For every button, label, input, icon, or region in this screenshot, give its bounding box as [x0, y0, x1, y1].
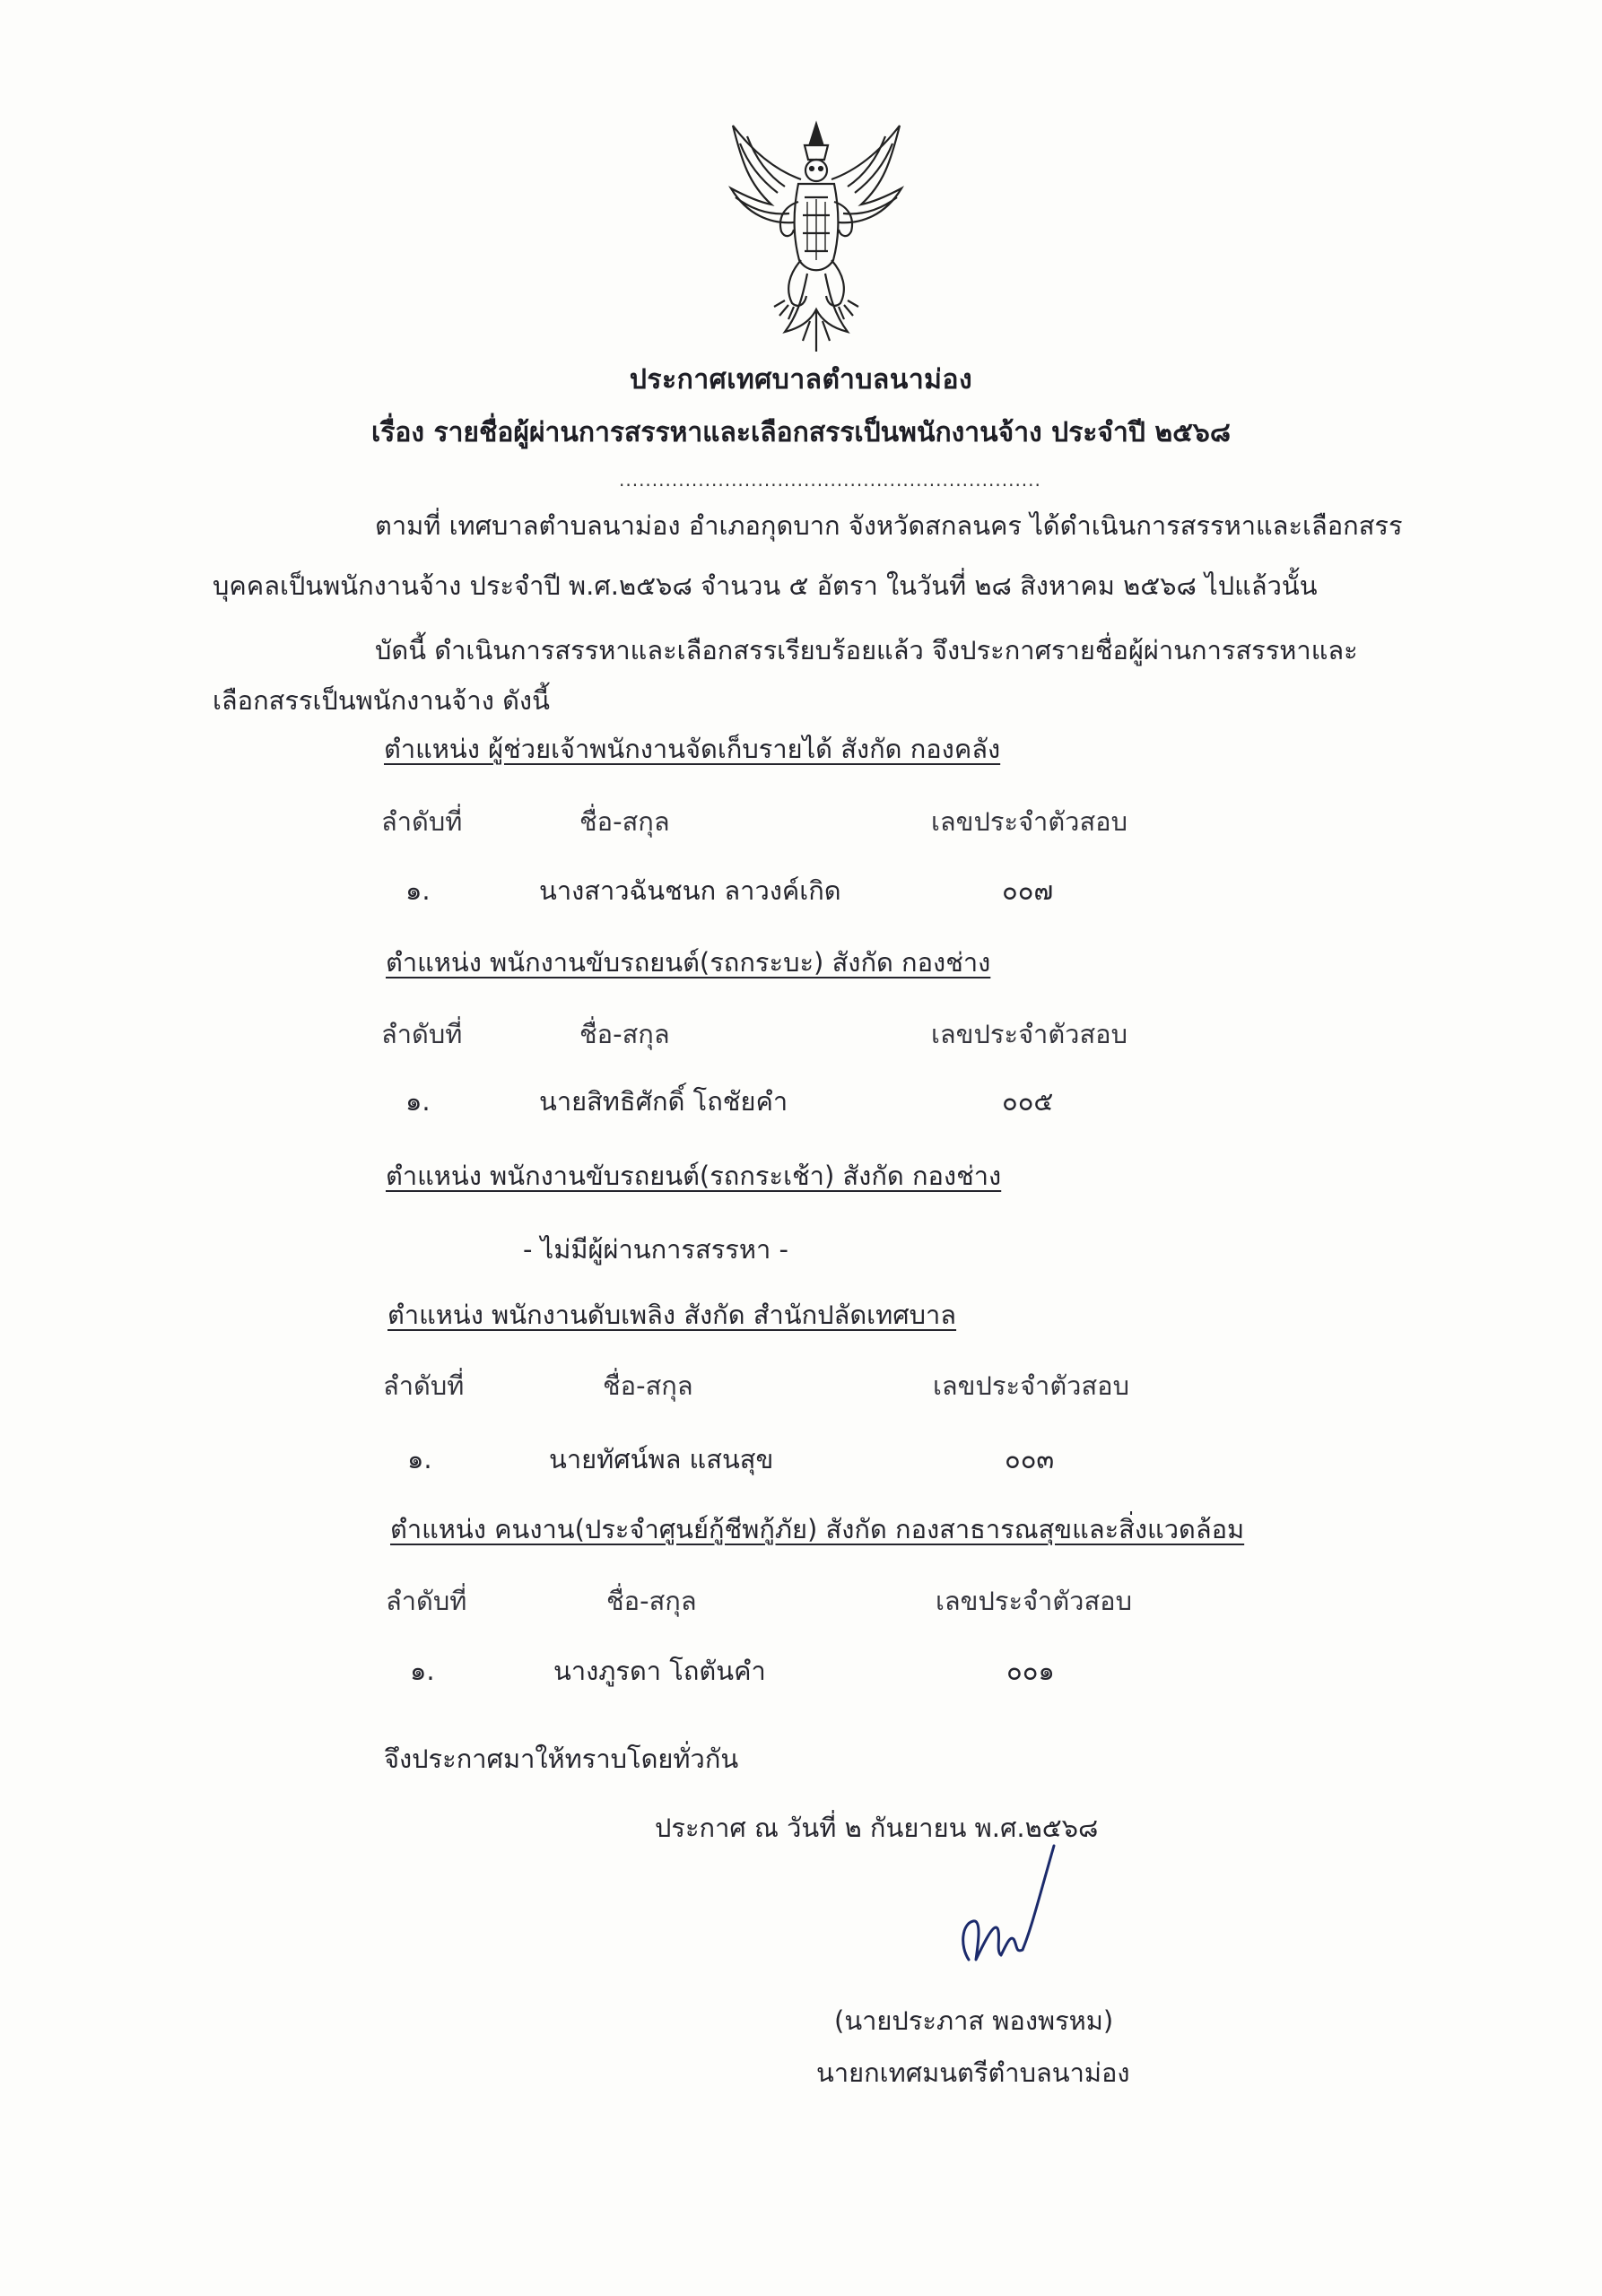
row-exam-id: ๐๐๓ — [1005, 1444, 1055, 1474]
column-order: ลำดับที่ — [386, 1586, 467, 1616]
column-exam-id: เลขประจำตัวสอบ — [936, 1586, 1132, 1616]
row-name: นางสาวฉันชนก ลาวงค์เกิด — [539, 875, 841, 906]
row-exam-id: ๐๐๕ — [1002, 1086, 1054, 1117]
announcement-subject: เรื่อง รายชื่อผู้ผ่านการสรรหาและเลือกสรรเป็นพนักงานจ้าง ประจำปี ๒๕๖๘ — [371, 417, 1231, 448]
signer-name: (นายประภาส พองพรหม) — [834, 2005, 1114, 2036]
column-name: ชื่อ-สกุล — [579, 806, 670, 837]
row-name: นายทัศน์พล แสนสุข — [549, 1444, 774, 1474]
separator-line: ................................................................ — [619, 469, 1041, 491]
row-order: ๑. — [405, 875, 431, 906]
position-heading: ตำแหน่ง คนงาน(ประจำศูนย์กู้ชีพกู้ภัย) สังกัด กองสาธารณสุขและสิ่งแวดล้อม — [390, 1514, 1245, 1544]
column-order: ลำดับที่ — [383, 1370, 465, 1401]
column-exam-id: เลขประจำตัวสอบ — [931, 806, 1127, 837]
announcement-date: ประกาศ ณ วันที่ ๒ กันยายน พ.ศ.๒๕๖๘ — [655, 1813, 1099, 1843]
closing-notice: จึงประกาศมาให้ทราบโดยทั่วกัน — [384, 1744, 739, 1774]
row-order: ๑. — [407, 1444, 432, 1474]
column-order: ลำดับที่ — [381, 806, 463, 837]
garuda-emblem — [722, 117, 910, 354]
position-heading: ตำแหน่ง พนักงานดับเพลิง สังกัด สำนักปลัดเทศบาล — [387, 1300, 957, 1330]
column-exam-id: เลขประจำตัวสอบ — [933, 1370, 1129, 1401]
column-name: ชื่อ-สกุล — [606, 1586, 697, 1616]
paragraph-1-line-1: ตามที่ เทศบาลตำบลนาม่อง อำเภอกุดบาก จังหวัดสกลนคร ได้ดำเนินการสรรหาและเลือกสรร — [375, 510, 1403, 541]
row-order: ๑. — [405, 1086, 431, 1117]
column-name: ชื่อ-สกุล — [579, 1019, 670, 1049]
row-name: นายสิทธิศักดิ์ โถชัยคำ — [539, 1086, 788, 1117]
row-exam-id: ๐๐๗ — [1002, 875, 1054, 906]
signer-title: นายกเทศมนตรีตำบลนาม่อง — [816, 2057, 1130, 2088]
paragraph-1-line-2: บุคคลเป็นพนักงานจ้าง ประจำปี พ.ศ.๒๕๖๘ จำนวน ๕ อัตรา ในวันที่ ๒๘ สิงหาคม ๒๕๖๘ ไปแล้วนั้น — [213, 570, 1318, 601]
announcement-title: ประกาศเทศบาลตำบลนาม่อง — [629, 364, 973, 396]
column-order: ลำดับที่ — [381, 1019, 463, 1049]
row-order: ๑. — [410, 1656, 435, 1686]
row-name: นางภูรดา โถตันคำ — [553, 1656, 766, 1686]
paragraph-2-line-1: บัดนี้ ดำเนินการสรรหาและเลือกสรรเรียบร้อยแล้ว จึงประกาศรายชื่อผู้ผ่านการสรรหาและ — [375, 635, 1358, 665]
column-exam-id: เลขประจำตัวสอบ — [931, 1019, 1127, 1049]
no-candidate-text: - ไม่มีผู้ผ่านการสรรหา - — [523, 1234, 788, 1265]
row-exam-id: ๐๐๑ — [1006, 1656, 1055, 1686]
position-heading: ตำแหน่ง ผู้ช่วยเจ้าพนักงานจัดเก็บรายได้ สังกัด กองคลัง — [384, 734, 1001, 764]
paragraph-2-line-2: เลือกสรรเป็นพนักงานจ้าง ดังนี้ — [213, 685, 550, 716]
position-heading: ตำแหน่ง พนักงานขับรถยนต์(รถกระเช้า) สังกัด กองช่าง — [386, 1161, 1002, 1191]
signature — [951, 1839, 1067, 1973]
column-name: ชื่อ-สกุล — [603, 1370, 693, 1401]
position-heading: ตำแหน่ง พนักงานขับรถยนต์(รถกระบะ) สังกัด กองช่าง — [386, 947, 991, 978]
